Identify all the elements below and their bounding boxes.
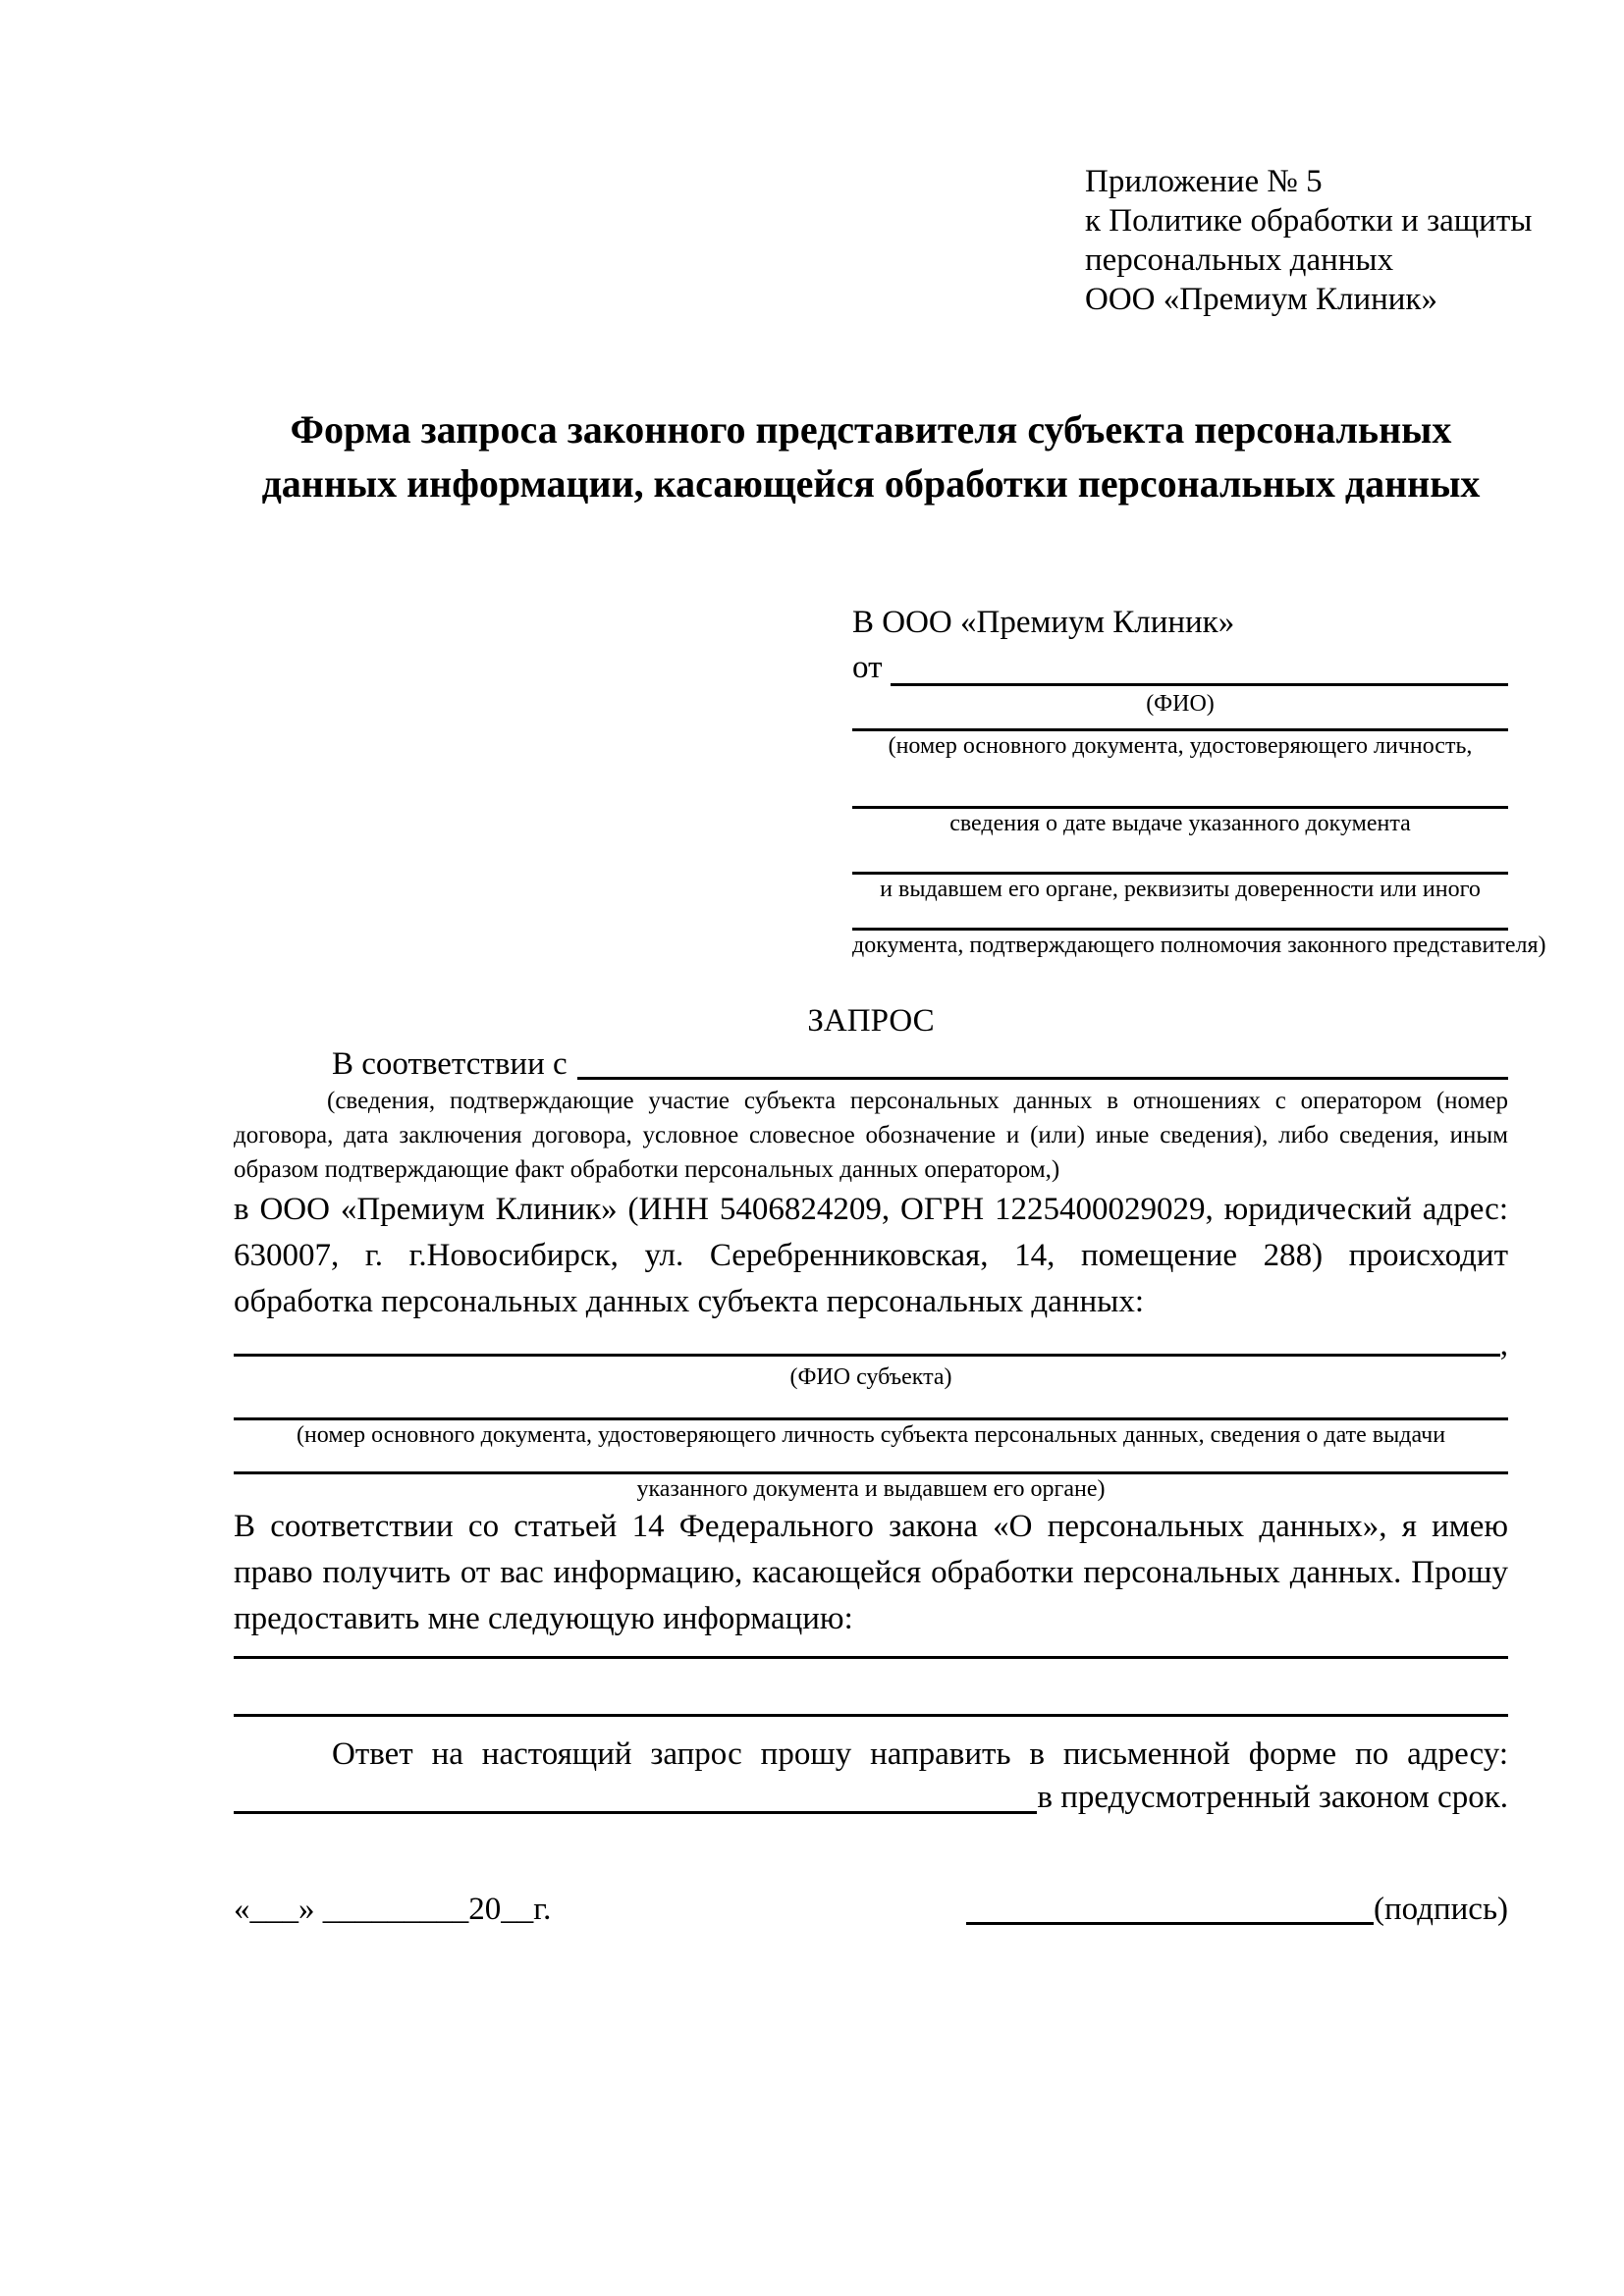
field-caption-3: и выдавшем его органе, реквизиты доверенности или иного <box>880 877 1481 902</box>
blank-line <box>852 904 1508 931</box>
signature-blank-line <box>966 1922 1374 1925</box>
date-line: «___» _________20__г. <box>234 1892 552 1927</box>
signature-group <box>966 1888 1508 1931</box>
blank-line <box>852 838 1508 875</box>
field-caption-4: документа, подтверждающего полномочия законного представителя) <box>852 933 1546 958</box>
appendix-line-4: ООО «Премиум Клиник» <box>1085 282 1437 317</box>
date-signature-row <box>234 1888 1508 1931</box>
signature-caption: (подпись) <box>1374 1892 1508 1927</box>
blank-line <box>852 761 1508 809</box>
from-row <box>852 644 1508 689</box>
subject-comma: , <box>1499 1327 1508 1362</box>
addressee-block <box>852 601 1546 960</box>
blank-line <box>852 719 1508 731</box>
addressee-to: В ООО «Премиум Клиник» <box>852 605 1235 640</box>
document-title: Форма запроса законного представителя субъекта персональных данных информации, касающейся обработки персональных данных <box>261 407 1481 506</box>
subject-fio-row <box>234 1327 1508 1362</box>
fio-caption: (ФИО) <box>1146 691 1215 717</box>
appendix-line-1: Приложение № 5 <box>1085 164 1323 199</box>
reply-paragraph: Ответ на настоящий запрос прошу направить в письменной форме по адресу: <box>332 1736 1508 1772</box>
field-caption-2: сведения о дате выдаче указанного документа <box>949 811 1411 836</box>
subject-doc-blank-line-1 <box>234 1392 1508 1420</box>
address-blank-line <box>234 1811 1037 1814</box>
operator-paragraph: в ООО «Премиум Клиник» (ИНН 5406824209, ОГРН 1225400029029, юридический адрес: 630007, г. г.Новосибирск, ул. Серебренниковская, 14, помещение 288) происходит обработка персональных данных субъекта персональных данных: <box>234 1192 1508 1319</box>
subject-fio-caption: (ФИО субъекта) <box>789 1364 952 1390</box>
appendix-block <box>1085 162 1533 319</box>
subject-doc-blank-line-2 <box>234 1450 1508 1474</box>
reply-tail: в предусмотренный законом срок. <box>1037 1780 1508 1815</box>
subject-doc-caption-2: указанного документа и выдавшем его органе) <box>636 1476 1106 1502</box>
field-caption-1: (номер основного документа, удостоверяющего личность, <box>888 733 1473 759</box>
info-blank-line-1 <box>234 1642 1508 1659</box>
accordance-label: В соответствии с <box>332 1046 568 1082</box>
address-row <box>234 1776 1508 1819</box>
accordance-caption: (сведения, подтверждающие участие субъекта персональных данных в отношениях с оператором (номер договора, дата заключения договора, условное словесное обозначение и (или) иные сведения), либо сведения, иным образом подтверждающие факт обработки персональных данных оператором,) <box>234 1088 1508 1183</box>
accordance-blank-line <box>577 1077 1508 1080</box>
subject-doc-caption-1: (номер основного документа, удостоверяющего личность субъекта персональных данных, сведения о дате выдачи <box>296 1422 1446 1448</box>
subject-fio-blank-line <box>234 1354 1500 1357</box>
info-blank-line-2 <box>234 1659 1508 1717</box>
appendix-line-2: к Политике обработки и защиты <box>1085 203 1533 239</box>
from-label: от <box>852 650 883 685</box>
request-heading: ЗАПРОС <box>807 1003 935 1039</box>
appendix-line-3: персональных данных <box>1085 242 1394 278</box>
accordance-row <box>234 1044 1508 1084</box>
from-blank-line <box>891 683 1509 686</box>
rights-paragraph: В соответствии со статьей 14 Федерального закона «О персональных данных», я имею право получить от вас информацию, касающейся обработки персональных данных. Прошу предоставить мне следующую информацию: <box>234 1509 1508 1636</box>
